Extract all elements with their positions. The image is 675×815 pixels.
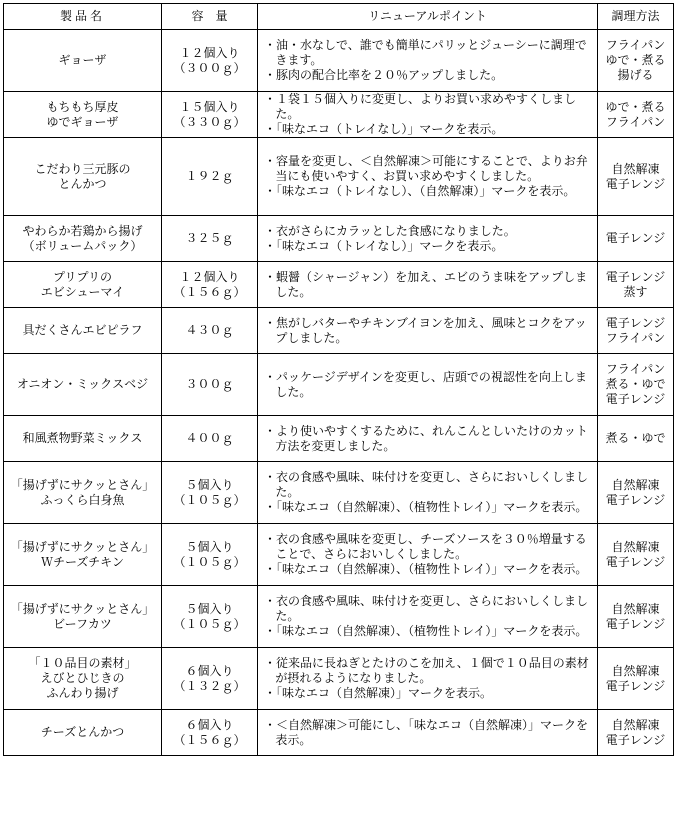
table-row: [4, 138, 674, 216]
product-name-cell: [4, 262, 162, 308]
product-name-line: 「揚げずにサクッとさん」: [10, 539, 155, 554]
cooking-method-cell: [598, 462, 674, 524]
cooking-method-line: 電子レンジ: [605, 732, 666, 747]
cooking-method-line: 電子レンジ: [605, 176, 666, 191]
product-name-line: こだわり三元豚の: [34, 161, 131, 176]
product-name-line: ふっくら白身魚: [40, 492, 125, 507]
renewal-point-item: ・「味なエコ（トレイなし）」マークを表示。: [264, 122, 504, 136]
renewal-points-cell: [258, 586, 598, 648]
product-name-line: （ボリュームパック）: [22, 238, 143, 253]
volume-cell: [162, 586, 258, 648]
cooking-method-cell: [598, 216, 674, 262]
header-product-name: 製品名: [4, 4, 162, 30]
cooking-method-line: 自然解凍: [611, 477, 660, 492]
table-row: [4, 710, 674, 756]
volume-cell: [162, 308, 258, 354]
volume-cell: [162, 524, 258, 586]
product-name-line: ビーフカツ: [53, 616, 112, 631]
product-name-cell: [4, 308, 162, 354]
volume-line: （１３２ｇ）: [173, 678, 246, 693]
renewal-points-cell: [258, 462, 598, 524]
product-name-line: ギョーザ: [58, 53, 107, 67]
cooking-method-line: 電子レンジ: [605, 269, 666, 284]
renewal-point-item: ・「味なエコ（自然解凍）」マークを表示。: [264, 686, 493, 700]
volume-line: （３３０ｇ）: [173, 114, 246, 129]
renewal-point-item: ・豚肉の配合比率を２０％アップしました。: [264, 68, 504, 82]
cooking-method-line: 電子レンジ: [605, 678, 666, 693]
product-name-cell: [4, 138, 162, 216]
volume-line: ６個入り: [185, 717, 234, 732]
renewal-points-cell: [258, 138, 598, 216]
product-name-cell: [4, 216, 162, 262]
header-renewal-points: リニューアルポイント: [258, 4, 598, 30]
renewal-point-item: ・衣の食感や風味を変更し、チーズソースを３０％増量することで、さらにおいしくしました。: [264, 532, 587, 561]
renewal-point-item: ・より使いやすくするために、れんこんとしいたけのカット方法を変更しました。: [264, 423, 588, 453]
volume-line: ３００ｇ: [185, 377, 234, 391]
table-row: [4, 30, 674, 92]
cooking-method-line: 電子レンジ: [605, 554, 666, 569]
cooking-method-line: 電子レンジ: [605, 315, 666, 330]
renewal-points-cell: [258, 710, 598, 756]
cooking-method-line: 電子レンジ: [605, 231, 666, 245]
cooking-method-line: 蒸す: [623, 284, 648, 299]
volume-line: （１０５ｇ）: [173, 616, 246, 631]
cooking-method-line: 自然解凍: [611, 539, 660, 554]
header-volume: 容 量: [162, 4, 258, 30]
volume-line: （３００ｇ）: [173, 60, 246, 75]
cooking-method-line: ゆで・煮る: [605, 99, 666, 114]
volume-line: ５個入り: [185, 539, 234, 554]
table-row: [4, 648, 674, 710]
cooking-method-line: 自然解凍: [611, 663, 660, 678]
renewal-points-cell: [258, 92, 598, 138]
table-row: [4, 308, 674, 354]
renewal-point-item: ・「味なエコ（トレイなし）、（自然解凍）」マークを表示。: [264, 184, 576, 198]
renewal-point-item: ・蝦醤（シャージャン）を加え、エビのうま味をアップしました。: [264, 269, 588, 299]
renewal-point-item: ・「味なエコ（自然解凍）、（植物性トレイ）」マークを表示。: [264, 500, 588, 514]
cooking-method-line: 電子レンジ: [605, 492, 666, 507]
volume-line: １２個入り: [179, 45, 240, 60]
cooking-method-cell: [598, 308, 674, 354]
renewal-point-item: ・「味なエコ（自然解凍）、（植物性トレイ）」マークを表示。: [264, 562, 588, 576]
cooking-method-line: 煮る・ゆで: [605, 431, 666, 445]
renewal-points-cell: [258, 648, 598, 710]
cooking-method-line: 自然解凍: [611, 717, 660, 732]
product-name-cell: [4, 462, 162, 524]
volume-line: （１５６ｇ）: [173, 284, 246, 299]
product-name-line: もちもち厚皮: [46, 99, 119, 114]
table-row: [4, 354, 674, 416]
volume-cell: [162, 648, 258, 710]
product-name-cell: [4, 416, 162, 462]
table-header-row: [4, 4, 674, 30]
product-name-line: えびとひじきの: [40, 671, 125, 685]
product-name-line: やわらか若鶏から揚げ: [22, 223, 143, 238]
volume-line: ４００ｇ: [185, 431, 234, 445]
cooking-method-cell: [598, 30, 674, 92]
product-name-line: ゆでギョーザ: [46, 114, 119, 129]
volume-line: ３２５ｇ: [185, 231, 234, 245]
cooking-method-cell: [598, 92, 674, 138]
renewal-point-item: ・油・水なしで、誰でも簡単にパリッとジューシーに調理できます。: [264, 38, 587, 67]
renewal-point-item: ・「味なエコ（自然解凍）、（植物性トレイ）」マークを表示。: [264, 624, 588, 638]
cooking-method-line: 自然解凍: [611, 601, 660, 616]
cooking-method-cell: [598, 416, 674, 462]
product-name-line: エビシューマイ: [40, 284, 125, 299]
renewal-point-item: ・パッケージデザインを変更し、店頭での視認性を向上しました。: [264, 369, 587, 399]
volume-line: １５個入り: [179, 99, 240, 114]
volume-cell: [162, 354, 258, 416]
volume-cell: [162, 216, 258, 262]
cooking-method-line: フライパン: [605, 38, 666, 52]
cooking-method-line: 電子レンジ: [605, 616, 666, 631]
product-name-cell: [4, 354, 162, 416]
volume-line: ５個入り: [185, 477, 234, 492]
renewal-points-cell: [258, 308, 598, 354]
cooking-method-line: 電子レンジ: [605, 392, 666, 406]
volume-line: （１０５ｇ）: [173, 492, 246, 507]
product-name-cell: [4, 710, 162, 756]
renewal-point-item: ・焦がしバターやチキンブイヨンを加え、風味とコクをアップしました。: [264, 315, 587, 345]
cooking-method-cell: [598, 262, 674, 308]
renewal-point-item: ・衣の食感や風味、味付けを変更し、さらにおいしくしました。: [264, 470, 589, 499]
table-row: [4, 462, 674, 524]
product-name-cell: [4, 30, 162, 92]
volume-cell: [162, 138, 258, 216]
product-name-line: ふんわり揚げ: [46, 686, 119, 700]
volume-cell: [162, 262, 258, 308]
volume-line: １９２ｇ: [185, 169, 234, 183]
cooking-method-line: ゆで・煮る: [605, 53, 666, 67]
product-renewal-table: [3, 3, 674, 756]
product-name-line: 「１０品目の素材」: [28, 656, 137, 670]
renewal-points-cell: [258, 262, 598, 308]
product-name-line: 「揚げずにサクッとさん」: [10, 601, 155, 616]
product-name-cell: [4, 524, 162, 586]
volume-cell: [162, 30, 258, 92]
volume-cell: [162, 92, 258, 138]
renewal-points-cell: [258, 524, 598, 586]
volume-cell: [162, 416, 258, 462]
volume-line: １２個入り: [179, 269, 240, 284]
cooking-method-line: 自然解凍: [611, 161, 660, 176]
product-name-line: Ｗチーズチキン: [40, 554, 125, 569]
table-row: [4, 92, 674, 138]
product-name-line: 和風煮物野菜ミックス: [22, 431, 143, 445]
volume-line: （１０５ｇ）: [173, 554, 246, 569]
product-name-line: 「揚げずにサクッとさん」: [10, 477, 155, 492]
cooking-method-cell: [598, 354, 674, 416]
volume-cell: [162, 710, 258, 756]
cooking-method-line: フライパン: [605, 330, 666, 345]
table-row: [4, 262, 674, 308]
cooking-method-cell: [598, 524, 674, 586]
cooking-method-line: 煮る・ゆで: [605, 377, 666, 391]
product-name-line: プリプリの: [52, 269, 113, 284]
cooking-method-cell: [598, 586, 674, 648]
cooking-method-cell: [598, 648, 674, 710]
renewal-point-item: ・容量を変更し、＜自然解凍＞可能にすることで、よりお弁当にも使いやすく、お買い求めやすくしました。: [264, 154, 588, 183]
product-name-cell: [4, 586, 162, 648]
cooking-method-cell: [598, 138, 674, 216]
renewal-points-cell: [258, 354, 598, 416]
renewal-points-cell: [258, 30, 598, 92]
renewal-point-item: ・＜自然解凍＞可能にし、「味なエコ（自然解凍）」マークを表示。: [264, 717, 589, 747]
volume-line: ６個入り: [185, 663, 234, 678]
renewal-point-item: ・「味なエコ（トレイなし）」マークを表示。: [264, 238, 504, 253]
volume-cell: [162, 462, 258, 524]
cooking-method-line: フライパン: [605, 114, 666, 129]
table-row: [4, 524, 674, 586]
header-cooking-method: 調理方法: [598, 4, 674, 30]
cooking-method-line: 揚げる: [617, 68, 654, 82]
product-name-cell: [4, 92, 162, 138]
table-row: [4, 216, 674, 262]
product-name-line: オニオン・ミックスベジ: [16, 377, 149, 391]
volume-line: ４３０ｇ: [185, 323, 234, 337]
renewal-point-item: ・従来品に長ねぎとたけのこを加え、１個で１０品目の素材が摂れるようになりました。: [264, 656, 589, 685]
cooking-method-line: フライパン: [605, 362, 666, 376]
renewal-points-cell: [258, 416, 598, 462]
volume-line: （１５６ｇ）: [173, 732, 246, 747]
renewal-points-cell: [258, 216, 598, 262]
product-name-cell: [4, 648, 162, 710]
product-name-line: チーズとんかつ: [40, 725, 125, 739]
table-row: [4, 416, 674, 462]
renewal-point-item: ・１袋１５個入りに変更し、よりお買い求めやすくしました。: [264, 92, 577, 121]
product-name-line: とんかつ: [58, 176, 107, 191]
renewal-point-item: ・衣がさらにカラッとした食感になりました。: [264, 223, 516, 238]
volume-line: ５個入り: [185, 601, 234, 616]
table-row: [4, 586, 674, 648]
renewal-point-item: ・衣の食感や風味、味付けを変更し、さらにおいしくしました。: [264, 594, 589, 623]
cooking-method-cell: [598, 710, 674, 756]
product-name-line: 具だくさんエビピラフ: [22, 323, 143, 337]
